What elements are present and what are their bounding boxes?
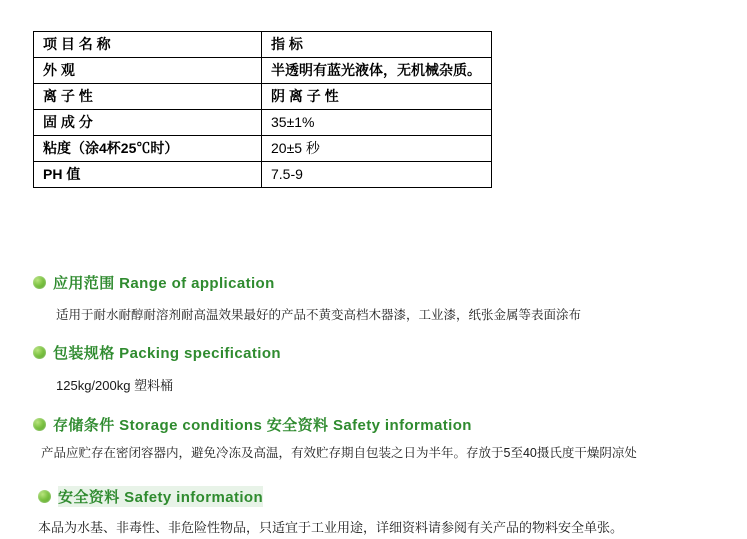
table-row	[34, 84, 492, 110]
section-safety-information	[0, 486, 747, 537]
section-body: 产品应贮存在密闭容器内，避免冷冻及高温，有效贮存期自包装之日为半年。存放于5至40摄氏度干燥阴凉处	[41, 445, 637, 460]
bullet-icon	[33, 418, 46, 431]
table-row	[34, 162, 492, 188]
section-heading	[0, 414, 747, 435]
table-cell-label: 离 子 性	[34, 84, 262, 110]
section-storage-conditions	[0, 414, 747, 463]
table-cell-label: 外 观	[34, 58, 262, 84]
section-body: 本品为水基、非毒性、非危险性物品，只适宜于工业用途，详细资料请参阅有关产品的物料安全单张。	[38, 520, 624, 536]
section-heading	[0, 272, 747, 293]
section-heading	[0, 486, 747, 507]
specification-table	[33, 31, 492, 188]
table-cell-value: 20±5 秒	[262, 136, 492, 162]
table-cell-value: 7.5-9	[262, 162, 492, 188]
section-body: 125kg/200kg 塑料桶	[56, 377, 174, 393]
section-title: 存储条件 Storage conditions 安全资料 Safety information	[53, 416, 472, 434]
section-title: 安全资料 Safety information	[58, 486, 263, 507]
section-packing-specification	[0, 342, 747, 395]
section-range-of-application	[0, 272, 747, 325]
bullet-icon	[38, 490, 51, 503]
sections-container	[0, 272, 747, 537]
bullet-icon	[33, 346, 46, 359]
table-cell-value: 35±1%	[262, 110, 492, 136]
section-title: 包装规格 Packing specification	[53, 344, 281, 362]
table-row	[34, 136, 492, 162]
section-body: 适用于耐水耐醇耐溶剂耐高温效果最好的产品不黄变高档木器漆，工业漆，纸张金属等表面涂布	[56, 308, 582, 322]
table-cell-label: 粘度（涂4杯25℃时）	[34, 136, 262, 162]
section-title: 应用范围 Range of application	[53, 275, 275, 292]
table-cell-label: 固 成 分	[34, 110, 262, 136]
table-header-row	[34, 32, 492, 58]
bullet-icon	[33, 276, 46, 289]
table-cell-label: PH 值	[34, 162, 262, 188]
section-heading	[0, 342, 747, 363]
table-row	[34, 110, 492, 136]
table-cell-value: 阴 离 子 性	[262, 84, 492, 110]
table-cell-value: 半透明有蓝光液体，无机械杂质。	[262, 58, 492, 84]
table-header-cell-index: 指 标	[262, 32, 492, 58]
table-header-cell-item: 项 目 名 称	[34, 32, 262, 58]
table-row	[34, 58, 492, 84]
